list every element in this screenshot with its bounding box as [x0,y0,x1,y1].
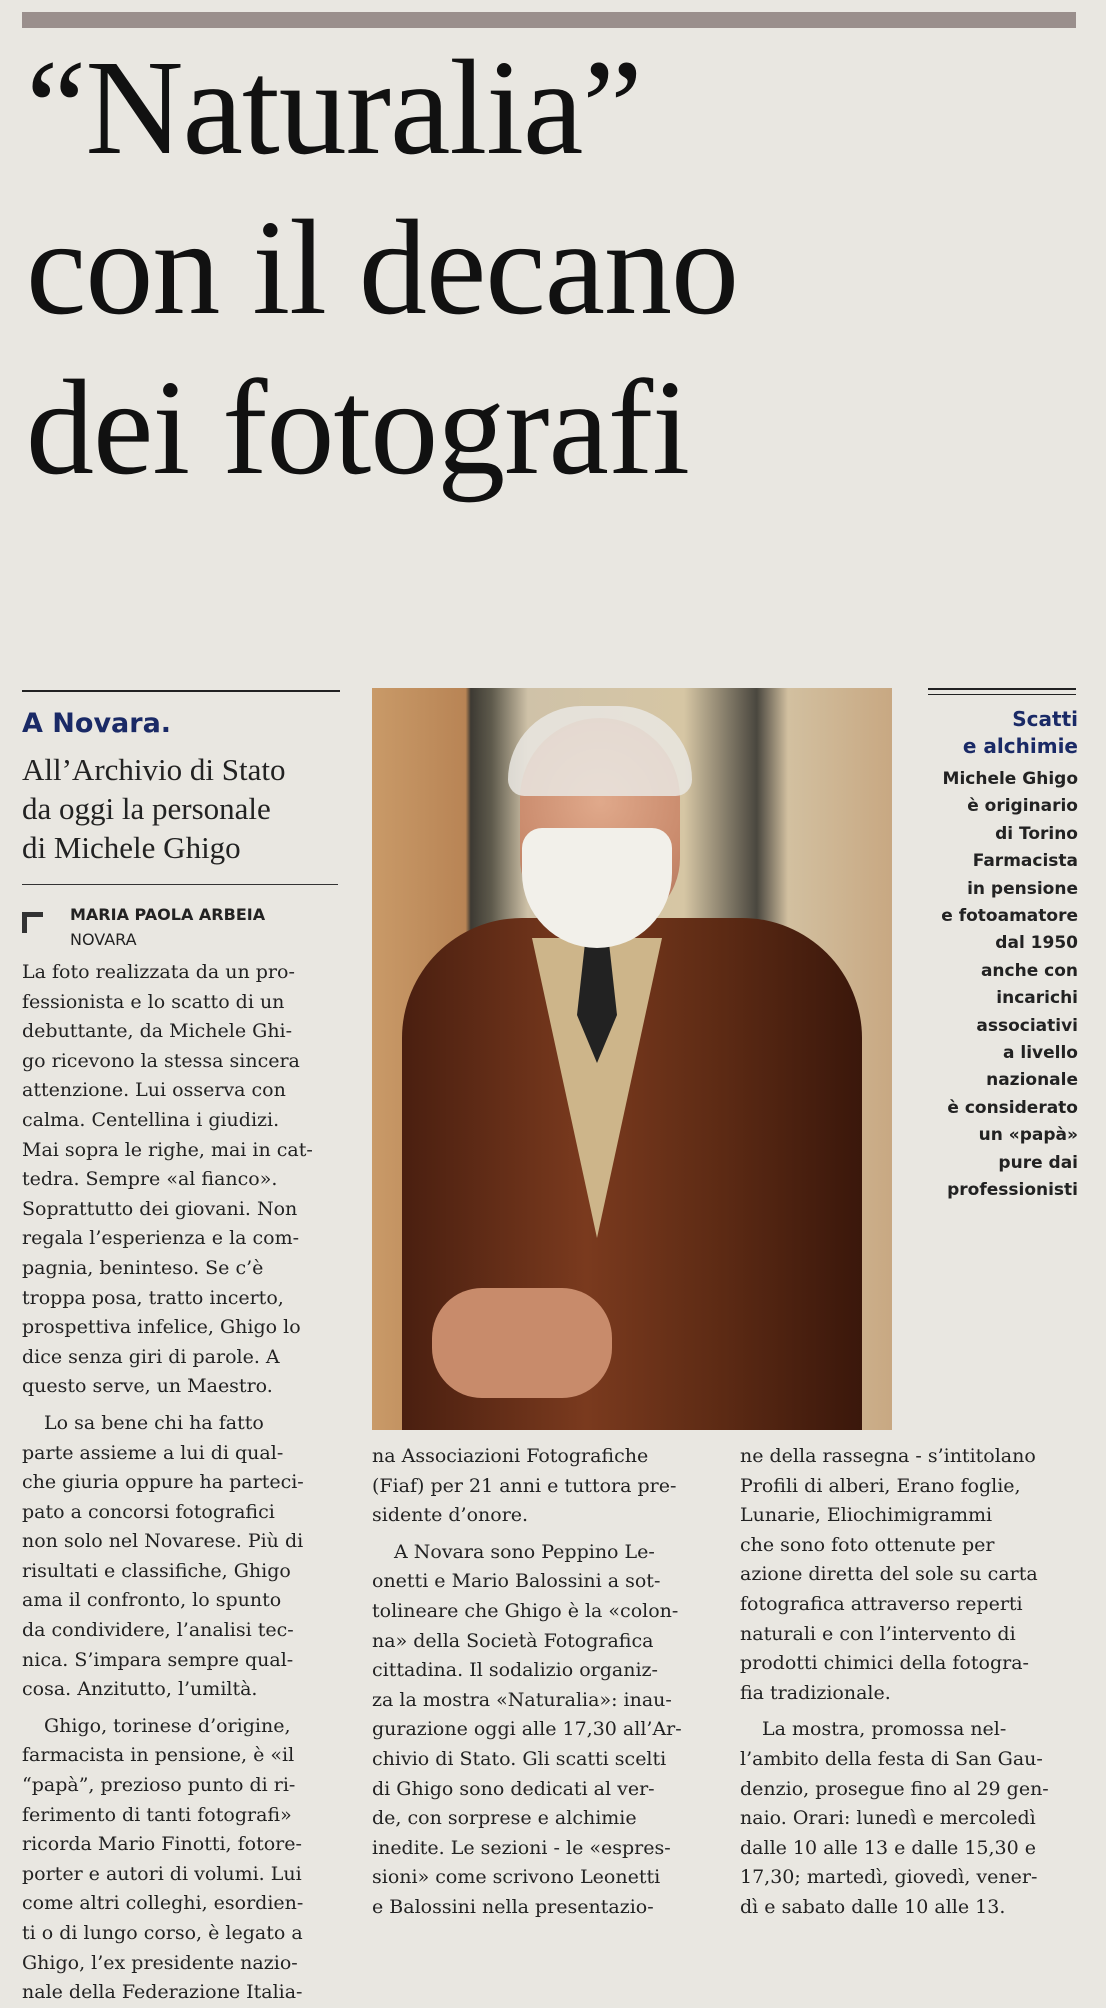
text-line: dì e sabato dalle 10 alle 13. [740,1895,1006,1918]
text-line: na» della Società Fotografica [372,1629,654,1652]
text-line: Lunarie, Eliochimigrammi [740,1504,993,1527]
text-line: na Associazioni Fotografiche [372,1445,649,1467]
paragraph-gap [22,1705,344,1712]
subheadline-line: da oggi la personale [22,791,271,826]
text-line: 17,30; martedì, giovedì, vener- [740,1866,1038,1889]
headline [26,28,1086,508]
text-line: tolineare che Ghigo è la «colon- [372,1599,679,1622]
text-line: parte assieme a lui di qual- [22,1441,284,1464]
paragraph-gap [372,1531,694,1538]
sidebar-title: Scatti [1012,707,1078,731]
text-line: Soprattutto dei giovani. Non [22,1197,298,1220]
text-line: onetti e Mario Balossini a sot- [372,1570,661,1593]
text-line: Profili di alberi, Erano foglie, [740,1474,1021,1497]
paragraph [22,1712,344,2008]
portrait-photo [372,688,892,1430]
text-line: cosa. Anzitutto, l’umiltà. [22,1678,258,1701]
text-line: porter e autori di volumi. Lui [22,1862,302,1885]
byline-corner-icon [22,912,43,933]
text-line: che sono foto ottenute per [740,1533,995,1556]
headline-line: dei fotografi [26,353,689,503]
text-line: naio. Orari: lunedì e mercoledì [740,1807,1036,1830]
text-line: di Ghigo sono dedicati al ver- [372,1777,655,1800]
text-line: nica. S’impara sempre qual- [22,1648,294,1671]
text-line: dice senza giri di parole. A [22,1345,280,1368]
text-line: debuttante, da Michele Ghi- [22,1020,293,1043]
text-line: Ghigo, torinese d’origine, [44,1714,291,1737]
text-line: attenzione. Lui osserva con [22,1079,286,1102]
byline-rule [22,884,338,885]
article-column-2 [372,1442,694,1923]
kicker: A Novara. [22,708,172,739]
text-line: e Balossini nella presentazio- [372,1895,654,1918]
author-location: NOVARA [70,930,137,949]
text-line: l’ambito della festa di San Gau- [740,1747,1043,1770]
text-line: Ghigo, l’ex presidente nazio- [22,1951,298,1974]
text-line: regala l’esperienza e la com- [22,1227,300,1250]
text-line: tedra. Sempre «al fianco». [22,1168,278,1191]
text-line: za la mostra «Naturalia»: inau- [372,1688,672,1711]
text-line: sioni» come scrivono Leonetti [372,1866,661,1889]
paragraph-gap [22,1402,344,1409]
text-line: chivio di Stato. Gli scatti scelti [372,1747,667,1770]
sidebar-line: un «papà» [978,1125,1078,1146]
subheadline-line: All’Archivio di Stato [22,752,286,787]
sidebar-body [918,766,1078,1205]
paragraph [372,1538,694,1923]
text-line: azione diretta del sole su carta [740,1563,1038,1586]
sidebar-box [918,706,1078,1205]
text-line: (Fiaf) per 21 anni e tuttora pre- [372,1474,677,1497]
paragraph [740,1715,1080,1922]
text-line: cittadina. Il sodalizio organiz- [372,1659,658,1682]
sidebar-line: incarichi [996,988,1078,1009]
text-line: go ricevono la stessa sincera [22,1049,300,1072]
text-line: de, con sorprese e alchimie [372,1807,637,1830]
paragraph [740,1442,1080,1708]
sidebar-line: Farmacista [972,851,1078,872]
sidebar-line: è considerato [947,1097,1078,1118]
text-line: come altri colleghi, esordien- [22,1892,304,1915]
text-line: gurazione oggi alle 17,30 all’Ar- [372,1718,682,1741]
sidebar-rule [928,694,1076,695]
text-line: La foto realizzata da un pro- [22,961,295,983]
text-line: inedite. Le sezioni - le «espres- [372,1836,671,1859]
text-line: troppa posa, tratto incerto, [22,1286,284,1309]
paragraph [22,1409,344,1705]
text-line: ferimento di tanti fotografi» [22,1803,292,1826]
sidebar-line: pure dai [998,1152,1078,1173]
text-line: Lo sa bene chi ha fatto [44,1411,264,1434]
headline-line: “Naturalia” [26,33,642,183]
sidebar-line: a livello [1003,1043,1078,1064]
text-line: “papà”, prezioso punto di ri- [22,1774,296,1797]
text-line: pagnia, beninteso. Se c’è [22,1256,264,1279]
text-line: fessionista e lo scatto di un [22,990,285,1013]
text-line: Mai sopra le righe, mai in cat- [22,1138,313,1161]
text-line: da condividere, l’analisi tec- [22,1619,294,1642]
text-line: ricorda Mario Finotti, fotore- [22,1833,302,1856]
subheadline [22,750,342,867]
paragraph-gap [740,1708,1080,1715]
article-column-3 [740,1442,1080,1923]
text-line: pato a concorsi fotografici [22,1500,275,1523]
text-line: A Novara sono Peppino Le- [394,1540,655,1563]
text-line: ne della rassegna - s’intitolano [740,1445,1036,1467]
top-rule [22,12,1076,28]
text-line: La mostra, promossa nel- [762,1718,1007,1741]
sidebar-line: nazionale [986,1070,1078,1091]
article-column-1 [22,958,344,2008]
sidebar-title: e alchimie [962,734,1078,758]
author-name: MARIA PAOLA ARBEIA [70,905,266,924]
text-line: denzio, prosegue fino al 29 gen- [740,1777,1049,1800]
text-line: farmacista in pensione, è «il [22,1744,295,1767]
text-line: ti o di lungo corso, è legato a [22,1922,303,1944]
text-line: prodotti chimici della fotogra- [740,1652,1029,1675]
paragraph [22,958,344,1402]
text-line: fotografica attraverso reperti [740,1592,1023,1615]
text-line: naturali e con l’intervento di [740,1622,1016,1645]
text-line: dalle 10 alle 13 e dalle 15,30 e [740,1836,1037,1859]
text-line: ama il confronto, lo spunto [22,1589,282,1612]
text-line: nale della Federazione Italia- [22,1981,303,2004]
sidebar-line: è originario [967,796,1078,817]
sidebar-line: anche con [980,960,1078,981]
sidebar-line: professionisti [947,1180,1078,1201]
photo-hands-shape [432,1288,612,1398]
text-line: non solo nel Novarese. Più di [22,1530,304,1553]
text-line: calma. Centellina i giudizi. [22,1108,280,1131]
photo-hair-shape [508,706,692,796]
subheadline-line: di Michele Ghigo [22,830,241,865]
text-line: fia tradizionale. [740,1681,891,1704]
sidebar-line: in pensione [967,878,1078,899]
sidebar-line: associativi [976,1015,1078,1036]
sidebar-line: e fotoamatore [941,906,1078,927]
sidebar-line: Michele Ghigo [942,769,1078,789]
text-line: prospettiva infelice, Ghigo lo [22,1316,301,1339]
text-line: risultati e classifiche, Ghigo [22,1559,291,1582]
text-line: sidente d’onore. [372,1504,529,1527]
text-line: questo serve, un Maestro. [22,1375,273,1398]
paragraph [372,1442,694,1531]
sidebar-line: dal 1950 [995,933,1078,954]
sidebar-line: di Torino [995,823,1078,844]
headline-line: con il decano [26,193,739,343]
sidebar-rule [928,688,1076,690]
text-line: che giuria oppure ha parteci- [22,1471,304,1494]
kicker-rule [22,690,340,692]
